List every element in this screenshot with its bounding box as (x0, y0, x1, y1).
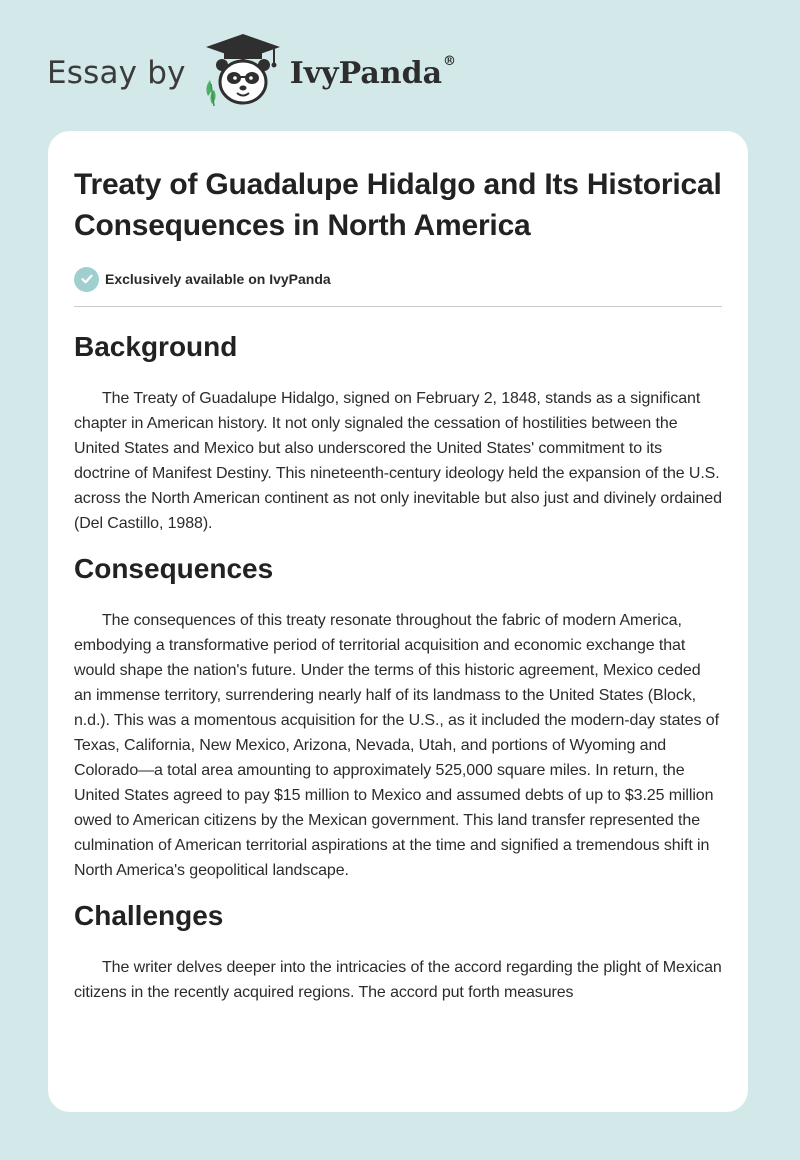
site-header (0, 0, 800, 130)
section-paragraph-consequences: The consequences of this treaty resonate throughout the fabric of modern America, embodying a transformative period of territorial acquisition and economic exchange that would shape the nation's future. Under the terms of this historic agreement, Mexico ceded an immense territory, surrendering nearly half of its landmass to the United States (Block, n.d.). This was a momentous acquisition for the U.S., as it included the modern-day states of Texas, California, New Mexico, Arizona, Nevada, Utah, and portions of Wyoming and Colorado—a total area amounting to approximately 525,000 square miles. In return, the United States agreed to pay $15 million to Mexico and assumed debts of up to $3.25 million owed to American citizens by the Mexican government. This land transfer represented the culmination of American territorial aspirations at the time and signified a tremendous shift in North America's geopolitical landscape. (74, 612, 719, 879)
section-heading-challenges: Challenges (74, 900, 224, 931)
essay-title: Treaty of Guadalupe Hidalgo and Its Historical Consequences in North America (74, 168, 722, 242)
exclusive-badge-label: Exclusively available on IvyPanda (105, 271, 331, 287)
section-heading-consequences: Consequences (74, 553, 274, 584)
essay-card (48, 131, 748, 1112)
check-circle-icon (74, 267, 99, 292)
section-paragraph-background: The Treaty of Guadalupe Hidalgo, signed on February 2, 1848, stands as a significant chapter in American history. It not only signaled the cessation of hostilities between the United States and Mexico but also underscored the United States' commitment to its doctrine of Manifest Destiny. This nineteenth-century ideology held the expansion of the U.S. across the North American continent as not only inevitable but also just and divinely ordained (Del Castillo, 1988). (74, 390, 722, 532)
panda-graduate-icon (200, 30, 286, 110)
brand-name (289, 53, 457, 91)
brand-name-text: IvyPanda (289, 55, 443, 91)
essay-by-label: Essay by (47, 55, 186, 91)
essay-content (48, 131, 748, 1005)
section-paragraph-challenges: The writer delves deeper into the intricacies of the accord regarding the plight of Mexican citizens in the recently acquired regions. The accord put forth measures (74, 959, 722, 1001)
registered-mark: ® (443, 53, 457, 69)
section-heading-background: Background (74, 331, 238, 362)
exclusive-badge (74, 266, 722, 292)
title-divider (74, 306, 722, 307)
brand-logo[interactable] (47, 30, 456, 110)
